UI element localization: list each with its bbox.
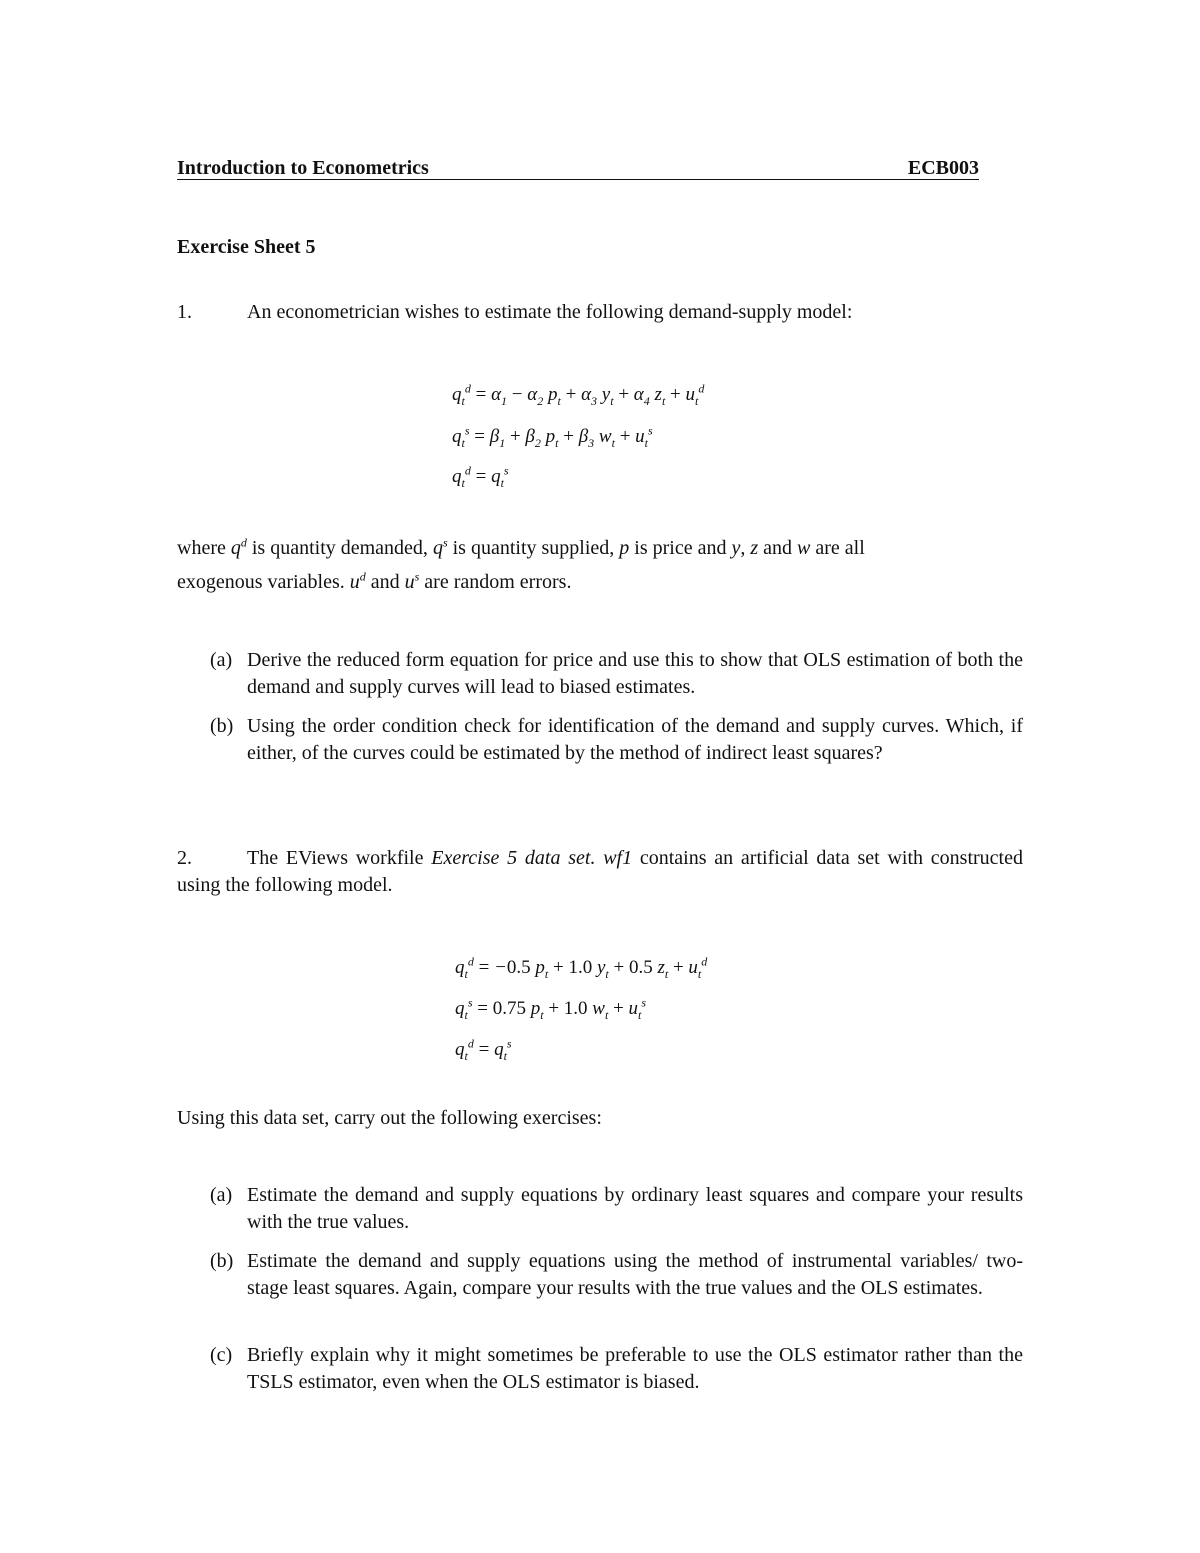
q1-definitions: where $q^d$ is quantity demanded, $q^s$ is quantity supplied, p is price and y, z and w are all [177,535,865,559]
part-text: Briefly explain why it might sometimes be preferable to use the OLS estimator rather than the TSLS estimator, even when the OLS estimator is biased. [247,1344,1023,1393]
page-header [177,155,979,180]
q2-filename: Exercise 5 data set. wf1 [431,847,633,869]
def-text: is quantity demanded, [251,537,428,559]
part-label: (c) [210,1344,233,1366]
def-text: and [370,571,400,593]
q1-demand-equation-text: $q_t^d = \alpha_1 - \alpha_2$ $p_t + \alpha_3$ $y_t + \alpha_4$ $z_t + u_t^d$ [452,381,705,408]
q2-text-before: The EViews workfile [247,847,424,869]
def-text: are all [815,537,865,559]
def-text: are random errors. [424,571,572,593]
part-label: (a) [210,1184,233,1206]
def-text: is price and [634,537,727,559]
course-code: ECB003 [907,157,979,179]
def-text: exogenous variables. [177,571,345,593]
part-label: (b) [210,1250,234,1272]
q1-part-a [210,647,1023,701]
part-text: Estimate the demand and supply equations by ordinary least squares and compare your results with the true values. [247,1184,1023,1233]
question-1-text: An econometrician wishes to estimate the following demand-supply model: [247,301,853,323]
def-text: is quantity supplied, [452,537,615,559]
q1-demand-equation [452,381,704,408]
q2-supply-equation-text: $q_t^s = 0.75$ $p_t + 1.0$ $w_t + u_t^s$ [455,995,647,1022]
q2-equilibrium-equation-text: $q_t^d = q_t^s$ [455,1036,512,1063]
sheet-title: Exercise Sheet 5 [177,236,316,258]
part-text: Estimate the demand and supply equations using the method of instrumental variables/ two-stage least squares. Again, compare your results with the true values and the OLS estimates. [247,1250,1023,1299]
q1-equilibrium-equation-text: $q_t^d = q_t^s$ [452,463,509,490]
def-text: where [177,537,226,559]
q2-demand-equation-text: $q_t^d = -0.5$ $p_t + 1.0$ $y_t + 0.5$ $z_t + u_t^d$ [455,954,708,981]
q2-supply-equation [455,995,646,1022]
q2-equilibrium-equation [455,1036,512,1063]
q1-equilibrium-equation [452,463,509,490]
q2-part-a [210,1182,1023,1236]
def-text: and [763,537,793,559]
q2-part-b [210,1248,1023,1302]
q1-supply-equation-text: $q_t^s = \beta_1 + \beta_2$ $p_t + \beta_3$ $w_t + u_t^s$ [452,423,653,450]
q1-supply-equation [452,423,653,450]
question-2-number: 2. [177,847,192,869]
q1-part-b [210,713,1023,767]
course-title: Introduction to Econometrics [177,157,429,179]
part-label: (a) [210,649,233,671]
part-text: Derive the reduced form equation for price and use this to show that OLS estimation of both the demand and supply curves will lead to biased estimates. [247,649,1023,698]
q2-part-c [210,1342,1023,1396]
q2-intro: Using this data set, carry out the following exercises: [177,1107,602,1129]
part-text: Using the order condition check for identification of the demand and supply curves. Which, if either, of the curves could be estimated by the method of indirect least squares? [247,715,1023,764]
question-1-number: 1. [177,301,192,323]
q2-demand-equation [455,954,707,981]
question-2-text [177,845,1023,899]
part-label: (b) [210,715,234,737]
q1-definitions-line2: exogenous variables. $u^d$ and $u^s$ are random errors. [177,569,572,593]
q2-text-after: contains an artificial data set with constructed using the following model. [177,847,1023,896]
